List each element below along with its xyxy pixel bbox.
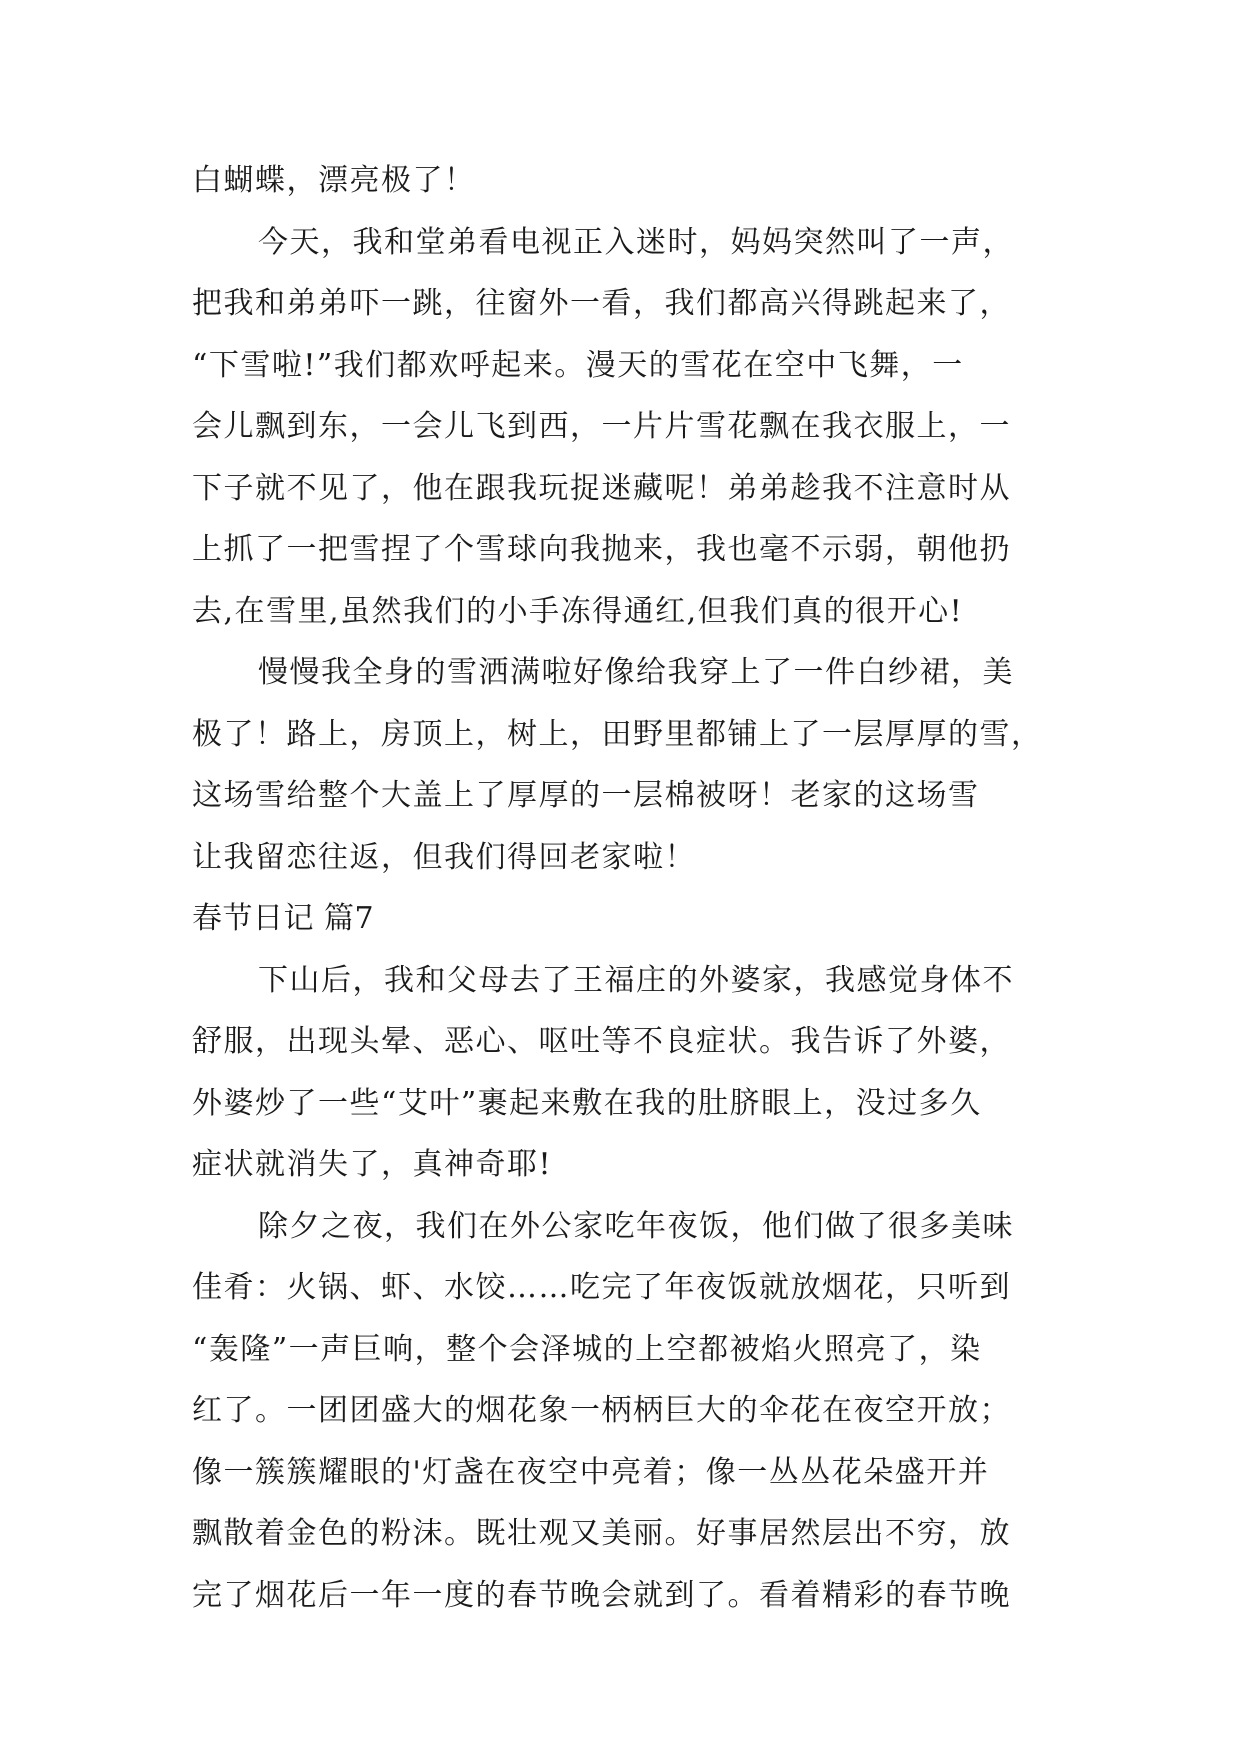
text-line: 舒服，出现头晕、恶心、呕吐等不良症状。我告诉了外婆， [192, 1024, 1011, 1059]
text-line: 飘散着金色的粉沫。既壮观又美丽。好事居然层出不穷，放 [192, 1516, 1011, 1551]
text-line: 极了！路上，房顶上，树上，田野里都铺上了一层厚厚的雪， [192, 716, 1043, 752]
paragraph-start-line: 今天，我和堂弟看电视正入迷时，妈妈突然叫了一声， [258, 224, 1014, 260]
document-body [192, 150, 1052, 1626]
text-line: 红了。一团团盛大的烟花象一柄柄巨大的伞花在夜空开放； [192, 1393, 1011, 1428]
text-line: 白蝴蝶，漂亮极了！ [192, 163, 476, 198]
paragraph-start-line: 慢慢我全身的雪洒满啦好像给我穿上了一件白纱裙，美 [258, 655, 1014, 690]
text-line: 上抓了一把雪捏了个雪球向我抛来，我也毫不示弱，朝他扔 [192, 532, 1011, 567]
text-line: 下子就不见了，他在跟我玩捉迷藏呢！弟弟趁我不注意时从 [192, 470, 1011, 506]
text-line: 去,在雪里,虽然我们的小手冻得通红,但我们真的很开心! [192, 593, 964, 629]
text-line: 这场雪给整个大盖上了厚厚的一层棉被呀！老家的这场雪 [192, 778, 980, 813]
text-line: 会儿飘到东，一会儿飞到西，一片片雪花飘在我衣服上，一 [192, 409, 1011, 444]
paragraph-start-line: 除夕之夜，我们在外公家吃年夜饭，他们做了很多美味 [258, 1208, 1014, 1244]
text-line: 让我留恋往返，但我们得回老家啦！ [192, 839, 696, 875]
section-heading: 春节日记 篇7 [192, 901, 375, 936]
text-line: 把我和弟弟吓一跳，往窗外一看，我们都高兴得跳起来了， [192, 286, 1011, 321]
paragraph-start-line: 下山后，我和父母去了王福庄的外婆家，我感觉身体不 [258, 962, 1014, 998]
text-line: 症状就消失了，真神奇耶! [192, 1147, 553, 1182]
text-line: “轰隆”一声巨响，整个会泽城的上空都被焰火照亮了，染 [192, 1331, 982, 1367]
text-line: 佳肴：火锅、虾、水饺……吃完了年夜饭就放烟花，只听到 [192, 1270, 1011, 1305]
text-line: 完了烟花后一年一度的春节晚会就到了。看着精彩的春节晚 [192, 1577, 1011, 1613]
text-line: “下雪啦!”我们都欢呼起来。漫天的雪花在空中飞舞，一 [192, 347, 964, 383]
text-line: 外婆炒了一些“艾叶”裹起来敷在我的肚脐眼上，没过多久 [192, 1085, 982, 1121]
text-line: 像一簇簇耀眼的'灯盏在夜空中亮着；像一丛丛花朵盛开并 [192, 1454, 990, 1490]
